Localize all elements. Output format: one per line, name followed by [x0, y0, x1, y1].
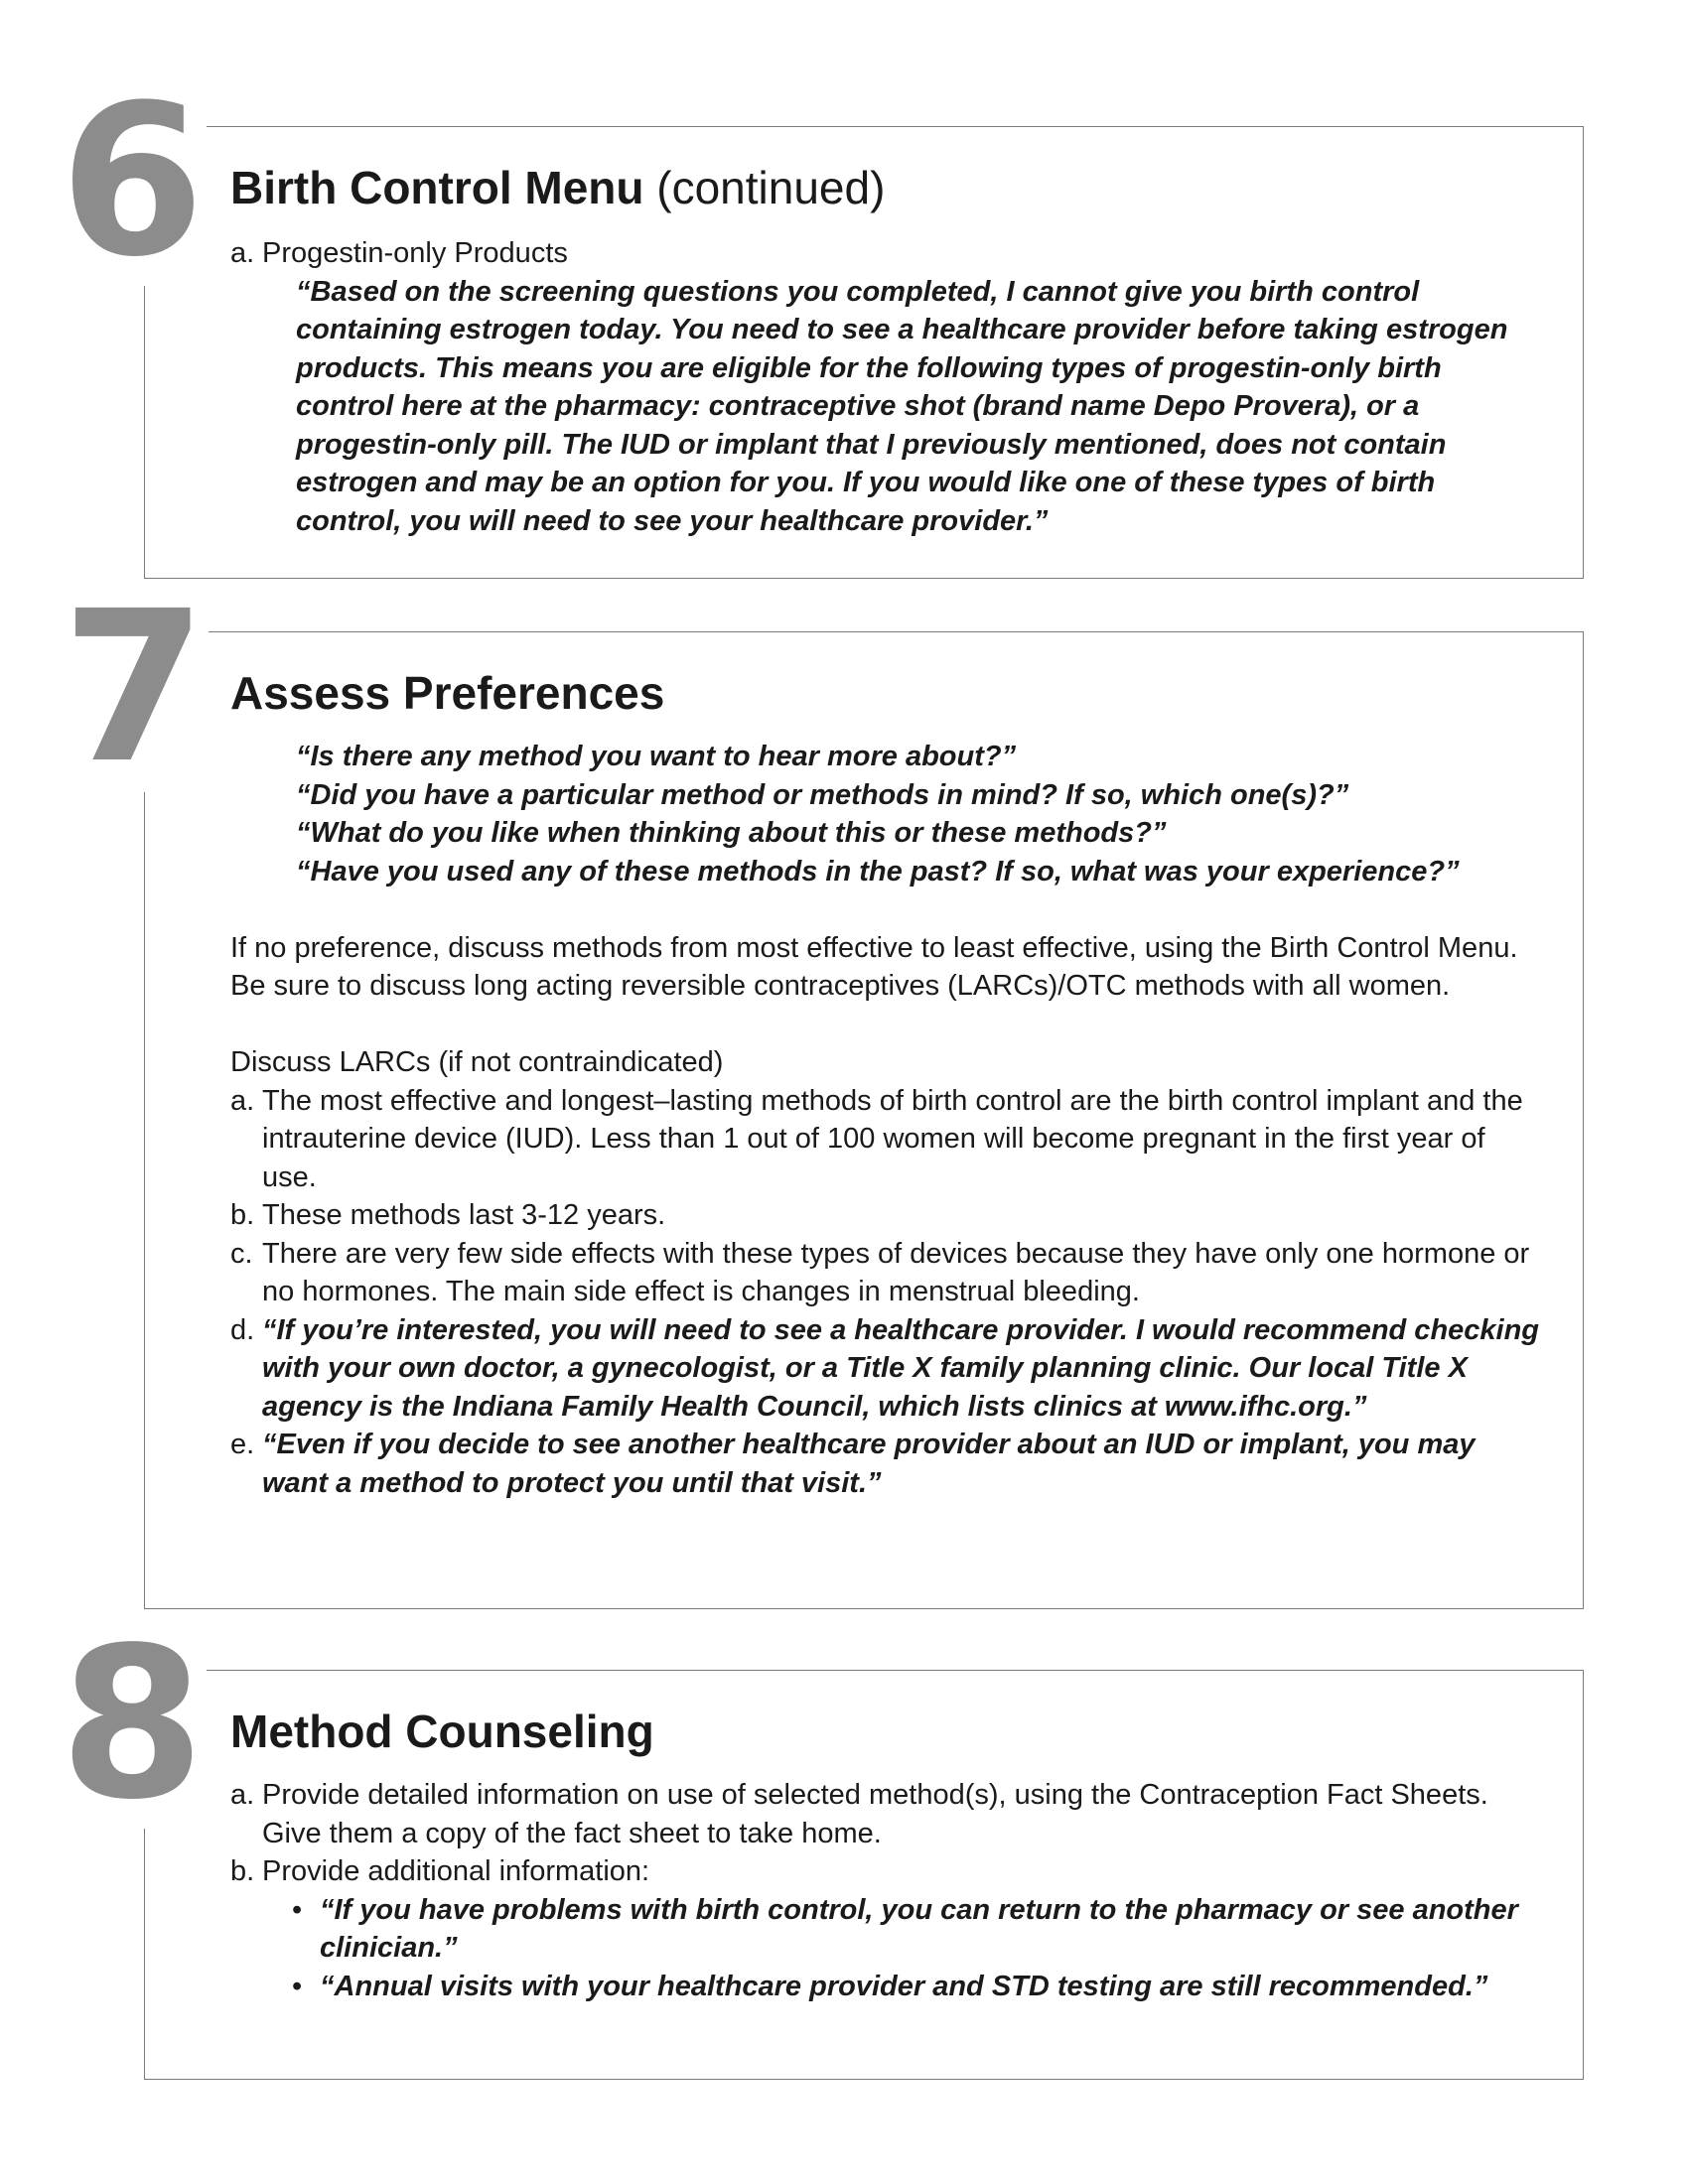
section-title: Assess Preferences — [230, 667, 665, 719]
list-item — [230, 1852, 1543, 1891]
larc-heading: Discuss LARCs (if not contraindicated) — [230, 1046, 724, 1078]
section-body — [230, 234, 1543, 540]
item-label: a. — [230, 237, 255, 269]
question-item: “What do you like when thinking about this or these methods?” — [296, 817, 1167, 849]
item-label: a. — [230, 1779, 255, 1811]
title-continued: (continued) — [656, 162, 886, 213]
item-label: e. — [230, 1429, 255, 1460]
list-item — [230, 1235, 1543, 1311]
bullet-item — [230, 1891, 1543, 1968]
section-birth-control-menu — [144, 126, 1584, 579]
section-number-6: 6 — [60, 77, 207, 286]
bullet-item — [230, 1968, 1543, 2006]
item-text: Provide detailed information on use of selected method(s), using the Contraception Fact Sheets. Give them a copy of the fact sheet to take home. — [262, 1779, 1488, 1849]
bullet-dot: • — [292, 1893, 303, 1926]
section-title — [230, 162, 886, 213]
list-item — [230, 1776, 1543, 1852]
list-item — [230, 1196, 1543, 1235]
item-text: “If you’re interested, you will need to see a healthcare provider. I would recommend checking with your own doctor, a gynecologist, or a Title X family planning clinic. Our local Title X agency is the Indiana Family Health Council, which lists clinics at www.ifhc.org.” — [262, 1313, 1540, 1423]
section-number-7: 7 — [62, 584, 209, 792]
item-text: Progestin-only Products — [262, 237, 568, 269]
no-preference-text: If no preference, discuss methods from most effective to least effective, using the Birth Control Menu. Be sure to discuss long acting reversible contraceptives (LARCs)/OTC methods with all women. — [230, 931, 1518, 1002]
bullet-dot: • — [292, 1970, 303, 2002]
section-assess-preferences — [144, 631, 1584, 1609]
list-item — [230, 234, 1543, 273]
section-body — [230, 1776, 1543, 2005]
section-number-8: 8 — [60, 1620, 207, 1829]
section-title: Method Counseling — [230, 1706, 654, 1757]
question-item: “Is there any method you want to hear more about?” — [296, 741, 1017, 772]
item-label: b. — [230, 1855, 255, 1887]
list-item — [230, 1311, 1543, 1427]
item-label: c. — [230, 1237, 253, 1270]
bullet-text: “If you have problems with birth control, you can return to the pharmacy or see another clinician.” — [320, 1893, 1518, 1964]
question-list — [230, 738, 1543, 890]
item-text: There are very few side effects with these types of devices because they have only one hormone or no hormones. The main side effect is changes in menstrual bleeding. — [262, 1237, 1530, 1307]
question-item: “Have you used any of these methods in the past? If so, what was your experience?” — [296, 855, 1460, 887]
section-method-counseling — [144, 1670, 1584, 2080]
section-body — [230, 738, 1543, 1502]
question-item: “Did you have a particular method or methods in mind? If so, which one(s)?” — [296, 778, 1349, 811]
item-label: a. — [230, 1084, 255, 1117]
item-text: These methods last 3-12 years. — [262, 1199, 666, 1231]
item-text: “Even if you decide to see another healthcare provider about an IUD or implant, you may want a method to protect you until that visit.” — [262, 1429, 1476, 1499]
progestin-quote: “Based on the screening questions you completed, I cannot give you birth control containing estrogen today. You need to see a healthcare provider before taking estrogen products. This means you are eligible for the following types of progestin-only birth control here at the pharmacy: contraceptive shot (brand name Depo Provera), or a progestin-only pill. The IUD or implant that I previously mentioned, does not contain estrogen and may be an option for you. If you would like one of these types of birth control, you will need to see your healthcare provider.” — [296, 275, 1508, 537]
list-item — [230, 1426, 1543, 1502]
bullet-text: “Annual visits with your healthcare provider and STD testing are still recommended.” — [320, 1970, 1488, 2002]
item-label: b. — [230, 1199, 255, 1231]
item-text: Provide additional information: — [262, 1855, 650, 1887]
item-text: The most effective and longest–lasting methods of birth control are the birth control implant and the intrauterine device (IUD). Less than 1 out of 100 women will become pregnant in the first year of use. — [262, 1084, 1523, 1193]
list-item — [230, 1082, 1543, 1197]
title-bold: Birth Control Menu — [230, 162, 644, 213]
item-label: d. — [230, 1313, 255, 1346]
